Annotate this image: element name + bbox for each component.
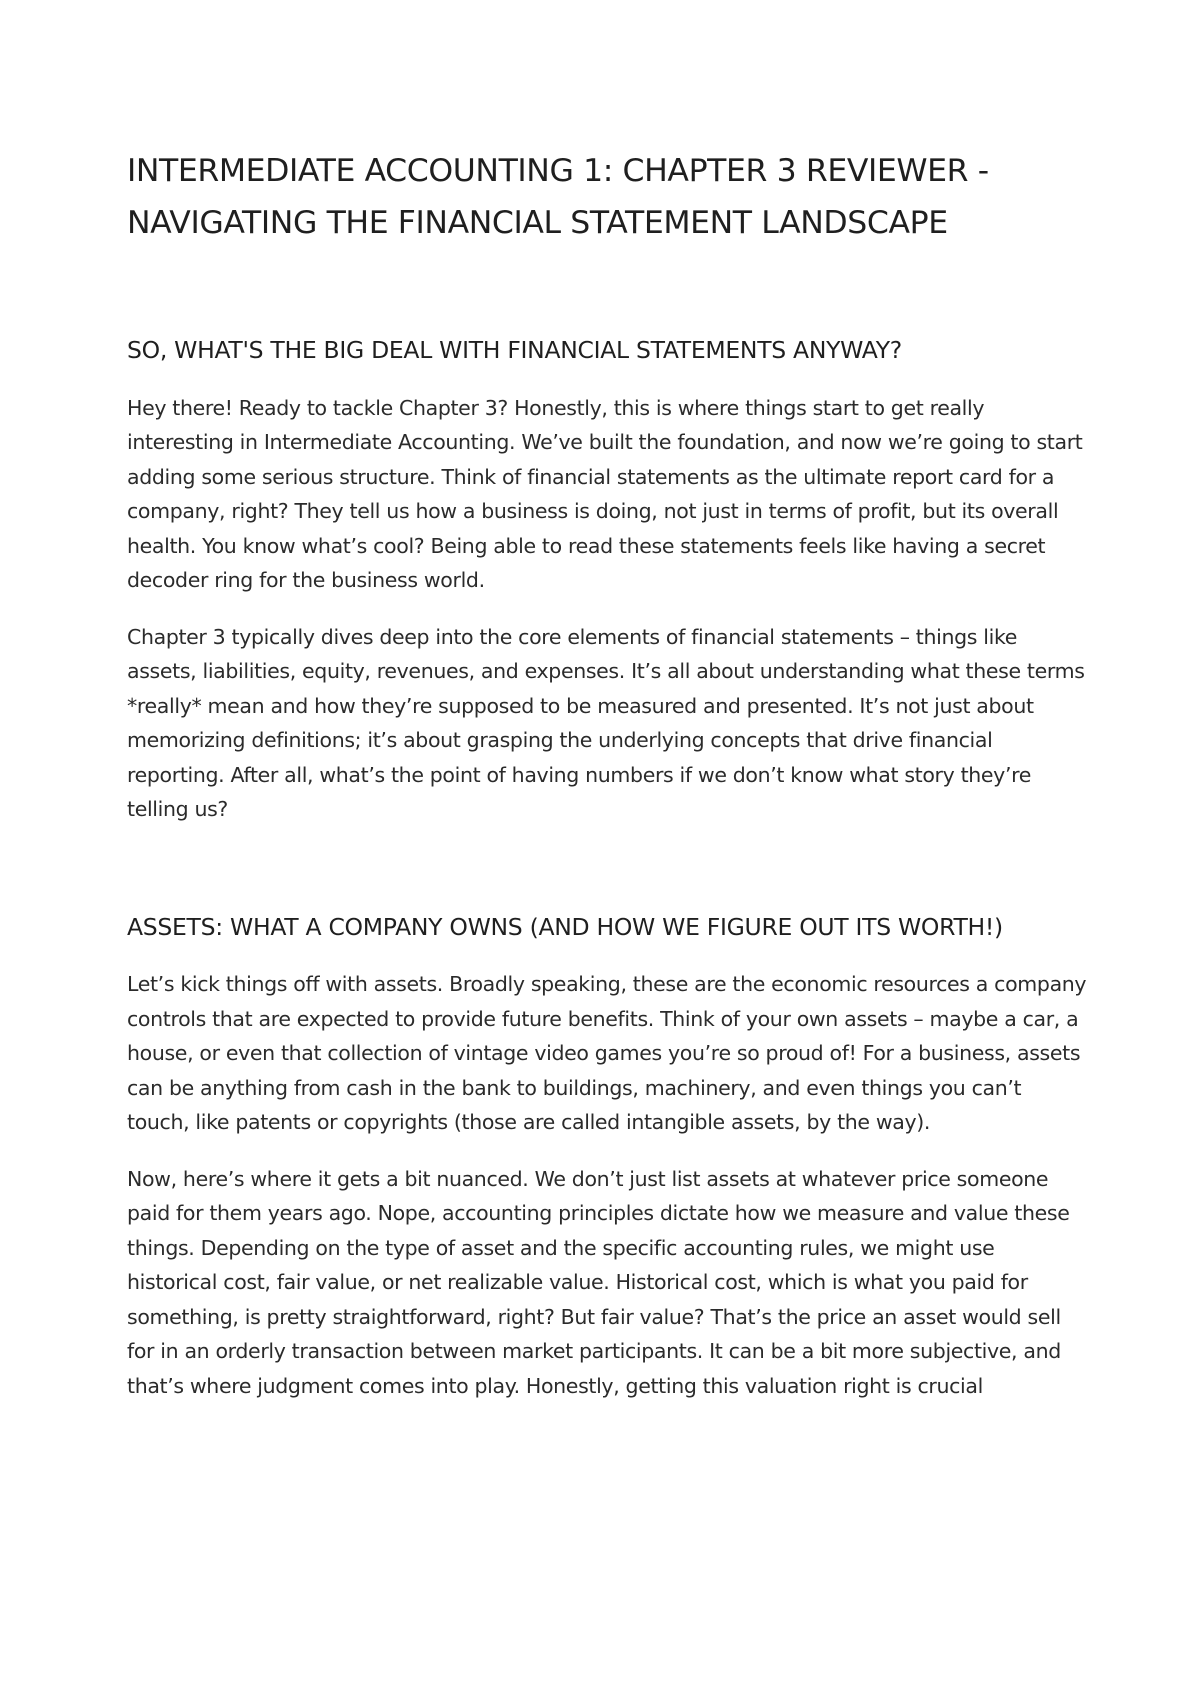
paragraph: Let’s kick things off with assets. Broadly speaking, these are the economic resources a company controls that are expected to provide future benefits. Think of your own assets – maybe a car, a house, or even that collection of vintage video games you’re so proud of! For a business, assets can be anything from cash in the bank to buildings, machinery, and even things you can’t touch, like patents or copyrights (those are called intangible assets, by the way). xyxy=(127,972,1087,1134)
paragraph: Hey there! Ready to tackle Chapter 3? Honestly, this is where things start to get really interesting in Intermediate Accounting. We’ve built the foundation, and now we’re going to start adding some serious structure. Think of financial statements as the ultimate report card for a company, right? They tell us how a business is doing, not just in terms of profit, but its overall health. You know what’s cool? Being able to read these statements feels like having a secret decoder ring for the business world. xyxy=(127,395,1083,592)
section-heading-financial-statements: SO, WHAT'S THE BIG DEAL WITH FINANCIAL STATEMENTS ANYWAY? xyxy=(127,336,902,364)
paragraph: Now, here’s where it gets a bit nuanced. We don’t just list assets at whatever price someone paid for them years ago. Nope, accounting principles dictate how we measure and value these things. Depending on the type of asset and the specific accounting rules, we might use historical cost, fair value, or net realizable value. Historical cost, which is what you paid for something, is pretty straightforward, right? But fair value? That’s the price an asset would sell for in an orderly transaction between market participants. It can be a bit more subjective, and that’s where judgment comes into play. Honestly, getting this valuation right is crucial xyxy=(127,1166,1070,1398)
document-page xyxy=(127,145,1087,1403)
document-title: INTERMEDIATE ACCOUNTING 1: CHAPTER 3 REVIEWER - NAVIGATING THE FINANCIAL STATEMENT LANDSCAPE xyxy=(127,153,989,241)
paragraph: Chapter 3 typically dives deep into the core elements of financial statements – things like assets, liabilities, equity, revenues, and expenses. It’s all about understanding what these terms *really* mean and how they’re supposed to be measured and presented. It’s not just about memorizing definitions; it’s about grasping the underlying concepts that drive financial reporting. After all, what’s the point of having numbers if we don’t know what story they’re telling us? xyxy=(127,624,1085,821)
section-heading-assets: ASSETS: WHAT A COMPANY OWNS (AND HOW WE FIGURE OUT ITS WORTH!) xyxy=(127,912,1003,941)
